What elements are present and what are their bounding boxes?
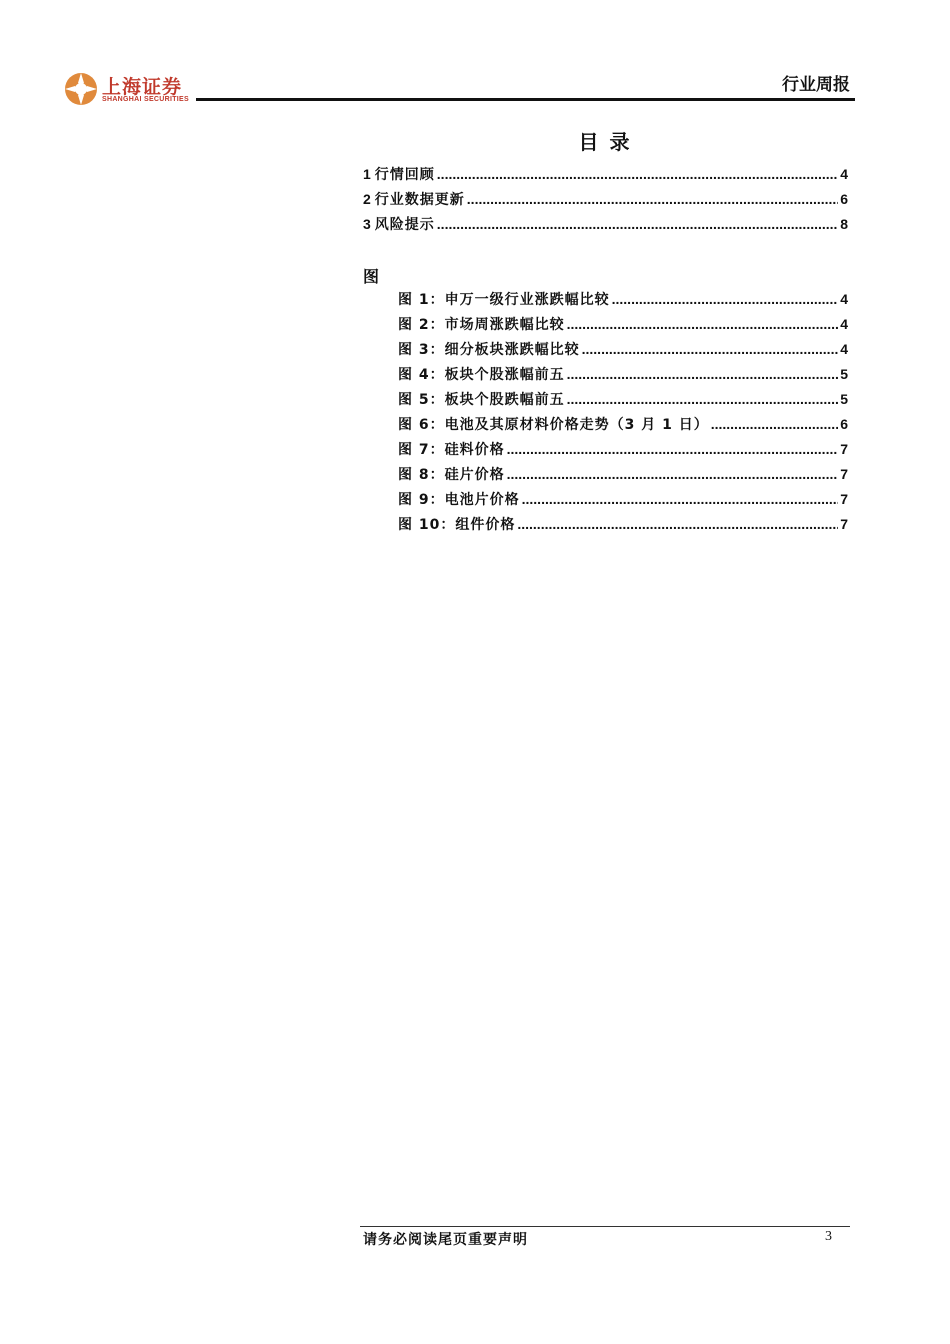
figure-entry-label: 图 9：电池片价格 — [398, 492, 520, 508]
figure-entry-label: 图 10：组件价格 — [398, 517, 516, 533]
toc-entry-section-3[interactable] — [363, 214, 848, 234]
figure-entry-label: 图 3：细分板块涨跌幅比较 — [398, 342, 580, 358]
figure-entry-6[interactable] — [398, 414, 848, 434]
logo-emblem-icon — [64, 72, 98, 106]
figure-entry-2[interactable] — [398, 314, 848, 334]
toc-leader-dots — [567, 314, 839, 334]
toc-entry-number: 1 — [363, 166, 371, 182]
company-logo — [64, 70, 189, 110]
toc-entry-page: 4 — [840, 166, 848, 182]
toc-leader-dots — [567, 389, 839, 409]
logo-chinese-text: 上海证券 — [102, 76, 183, 98]
header-divider — [196, 98, 855, 101]
toc-leader-dots — [711, 414, 838, 434]
footer-divider — [360, 1226, 850, 1227]
toc-leader-dots — [567, 364, 839, 384]
figure-entry-7[interactable] — [398, 439, 848, 459]
figure-entry-page: 5 — [840, 391, 848, 407]
page-number: 3 — [825, 1229, 832, 1244]
figure-entry-1[interactable] — [398, 289, 848, 309]
toc-leader-dots — [612, 289, 839, 309]
figure-entry-9[interactable] — [398, 489, 848, 509]
figure-entry-label: 图 7：硅料价格 — [398, 442, 505, 458]
toc-leader-dots — [437, 214, 838, 234]
toc-leader-dots — [517, 514, 838, 534]
figure-entry-page: 4 — [840, 316, 848, 332]
figure-entry-5[interactable] — [398, 389, 848, 409]
toc-entry-label: 风险提示 — [374, 217, 435, 233]
figure-entry-label: 图 4：板块个股涨幅前五 — [398, 367, 565, 383]
figure-entry-10[interactable] — [398, 514, 848, 534]
toc-leader-dots — [507, 439, 839, 459]
toc-leader-dots — [582, 339, 839, 359]
figure-entry-8[interactable] — [398, 464, 848, 484]
toc-entry-page: 8 — [840, 216, 848, 232]
logo-english-text: SHANGHAI SECURITIES — [102, 96, 189, 103]
toc-entry-label: 行业数据更新 — [374, 192, 465, 208]
figure-list-heading: 图 — [363, 267, 380, 286]
figure-entry-label: 图 1：申万一级行业涨跌幅比较 — [398, 292, 610, 308]
toc-entry-section-2[interactable] — [363, 189, 848, 209]
figure-entry-label: 图 8：硅片价格 — [398, 467, 505, 483]
toc-entry-number: 3 — [363, 216, 371, 232]
figure-entry-page: 7 — [840, 491, 848, 507]
figure-entry-page: 5 — [840, 366, 848, 382]
figure-entry-label: 图 5：板块个股跌幅前五 — [398, 392, 565, 408]
figure-entry-page: 4 — [840, 341, 848, 357]
figure-entry-page: 7 — [840, 441, 848, 457]
toc-leader-dots — [522, 489, 839, 509]
report-type: 行业周报 — [782, 75, 850, 95]
figure-entry-page: 7 — [840, 466, 848, 482]
figure-entry-page: 4 — [840, 291, 848, 307]
toc-leader-dots — [467, 189, 838, 209]
figure-entry-4[interactable] — [398, 364, 848, 384]
toc-entry-number: 2 — [363, 191, 371, 207]
figure-entry-label: 图 2：市场周涨跌幅比较 — [398, 317, 565, 333]
disclaimer-note: 请务必阅读尾页重要声明 — [363, 1232, 528, 1248]
figure-entry-label: 图 6：电池及其原材料价格走势（3 月 1 日） — [398, 417, 709, 433]
toc-entry-label: 行情回顾 — [374, 167, 435, 183]
toc-title: 目 录 — [578, 130, 632, 154]
toc-entry-section-1[interactable] — [363, 164, 848, 184]
figure-entry-page: 6 — [840, 416, 848, 432]
toc-entry-page: 6 — [840, 191, 848, 207]
toc-leader-dots — [507, 464, 839, 484]
figure-entry-3[interactable] — [398, 339, 848, 359]
toc-leader-dots — [437, 164, 838, 184]
figure-entry-page: 7 — [840, 516, 848, 532]
